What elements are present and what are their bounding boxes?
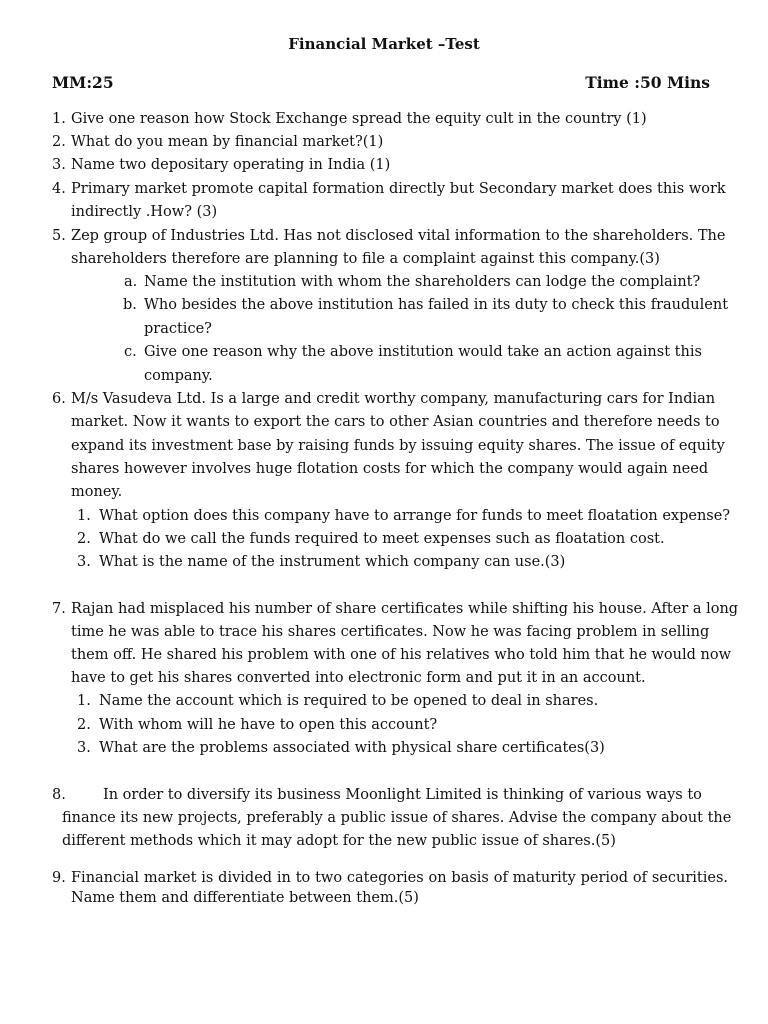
sub-question-label: c. [124,344,137,360]
sub-question-text: With whom will he have to open this account? [99,717,438,733]
question-number: 2. [52,134,66,150]
sub-question-text: Give one reason why the above institution would take an action against this [144,344,702,360]
sub-question-label: 3. [77,740,91,756]
question-text-line: Financial market is divided in to two categories on basis of maturity period of securities. [71,870,728,886]
sub-question-text: What is the name of the instrument which company can use.(3) [99,554,566,570]
sub-question-label: 3. [77,554,91,570]
question-number: 4. [52,181,66,197]
question-text-line: finance its new projects, preferably a public issue of shares. Advise the company about the [62,810,732,826]
sub-question-label: 1. [77,508,91,524]
sub-question-text: Name the institution with whom the shareholders can lodge the complaint? [144,274,701,290]
question-number: 5. [52,228,66,244]
sub-question-text: What do we call the funds required to meet expenses such as floatation cost. [99,531,665,547]
question-number: 3. [52,157,66,173]
sub-question-label: 1. [77,693,91,709]
question-text: What do you mean by financial market?(1) [71,134,384,150]
question-text-line: shares however involves huge flotation costs for which the company would again need [71,461,709,477]
question-text-line: Name them and differentiate between them.(5) [71,890,419,906]
question-text-line: shareholders therefore are planning to file a complaint against this company.(3) [71,251,660,267]
sub-question-label: 2. [77,531,91,547]
question-text-line: have to get his shares converted into electronic form and put it in an account. [71,670,646,686]
question-text-line: time he was able to trace his shares certificates. Now he was facing problem in selling [71,624,710,640]
question-text-line: Rajan had misplaced his number of share certificates while shifting his house. After a long [71,601,739,617]
sub-question-text: What option does this company have to arrange for funds to meet floatation expense? [99,508,731,524]
sub-question-text: company. [144,368,213,384]
sub-question-text: Who besides the above institution has failed in its duty to check this fraudulent [144,297,729,313]
sub-question-label: 2. [77,717,91,733]
question-number: 8. [52,787,66,803]
question-number: 7. [52,601,66,617]
question-text-line: expand its investment base by raising funds by issuing equity shares. The issue of equity [71,438,725,454]
question-text-line: them off. He shared his problem with one of his relatives who told him that he would now [71,647,731,663]
question-text-line: In order to diversify its business Moonlight Limited is thinking of various ways to [103,787,702,803]
sub-question-label: a. [124,274,138,290]
question-number: 6. [52,391,66,407]
question-number: 9. [52,870,66,886]
question-text-line: different methods which it may adopt for the new public issue of shares.(5) [62,833,616,849]
question-text-line: market. Now it wants to export the cars to other Asian countries and therefore needs to [71,414,720,430]
sub-question-text: practice? [144,321,212,337]
question-text-line: M/s Vasudeva Ltd. Is a large and credit worthy company, manufacturing cars for Indian [71,391,716,407]
question-text: Give one reason how Stock Exchange spread the equity cult in the country (1) [71,111,647,127]
question-text-line: Zep group of Industries Ltd. Has not disclosed vital information to the shareholders. The [71,228,726,244]
sub-question-text: Name the account which is required to be opened to deal in shares. [99,693,599,709]
question-text: Name two depositary operating in India (1) [71,157,391,173]
question-text-line: money. [71,484,123,500]
page-title: Financial Market –Test [288,35,480,53]
time-limit: Time :50 Mins [585,73,710,92]
sub-question-label: b. [123,297,137,313]
sub-question-text: What are the problems associated with physical share certificates(3) [99,740,605,756]
question-text-line: Primary market promote capital formation directly but Secondary market does this work [71,181,726,197]
question-number: 1. [52,111,66,127]
question-text-line: indirectly .How? (3) [71,204,218,220]
max-marks: MM:25 [52,73,114,92]
